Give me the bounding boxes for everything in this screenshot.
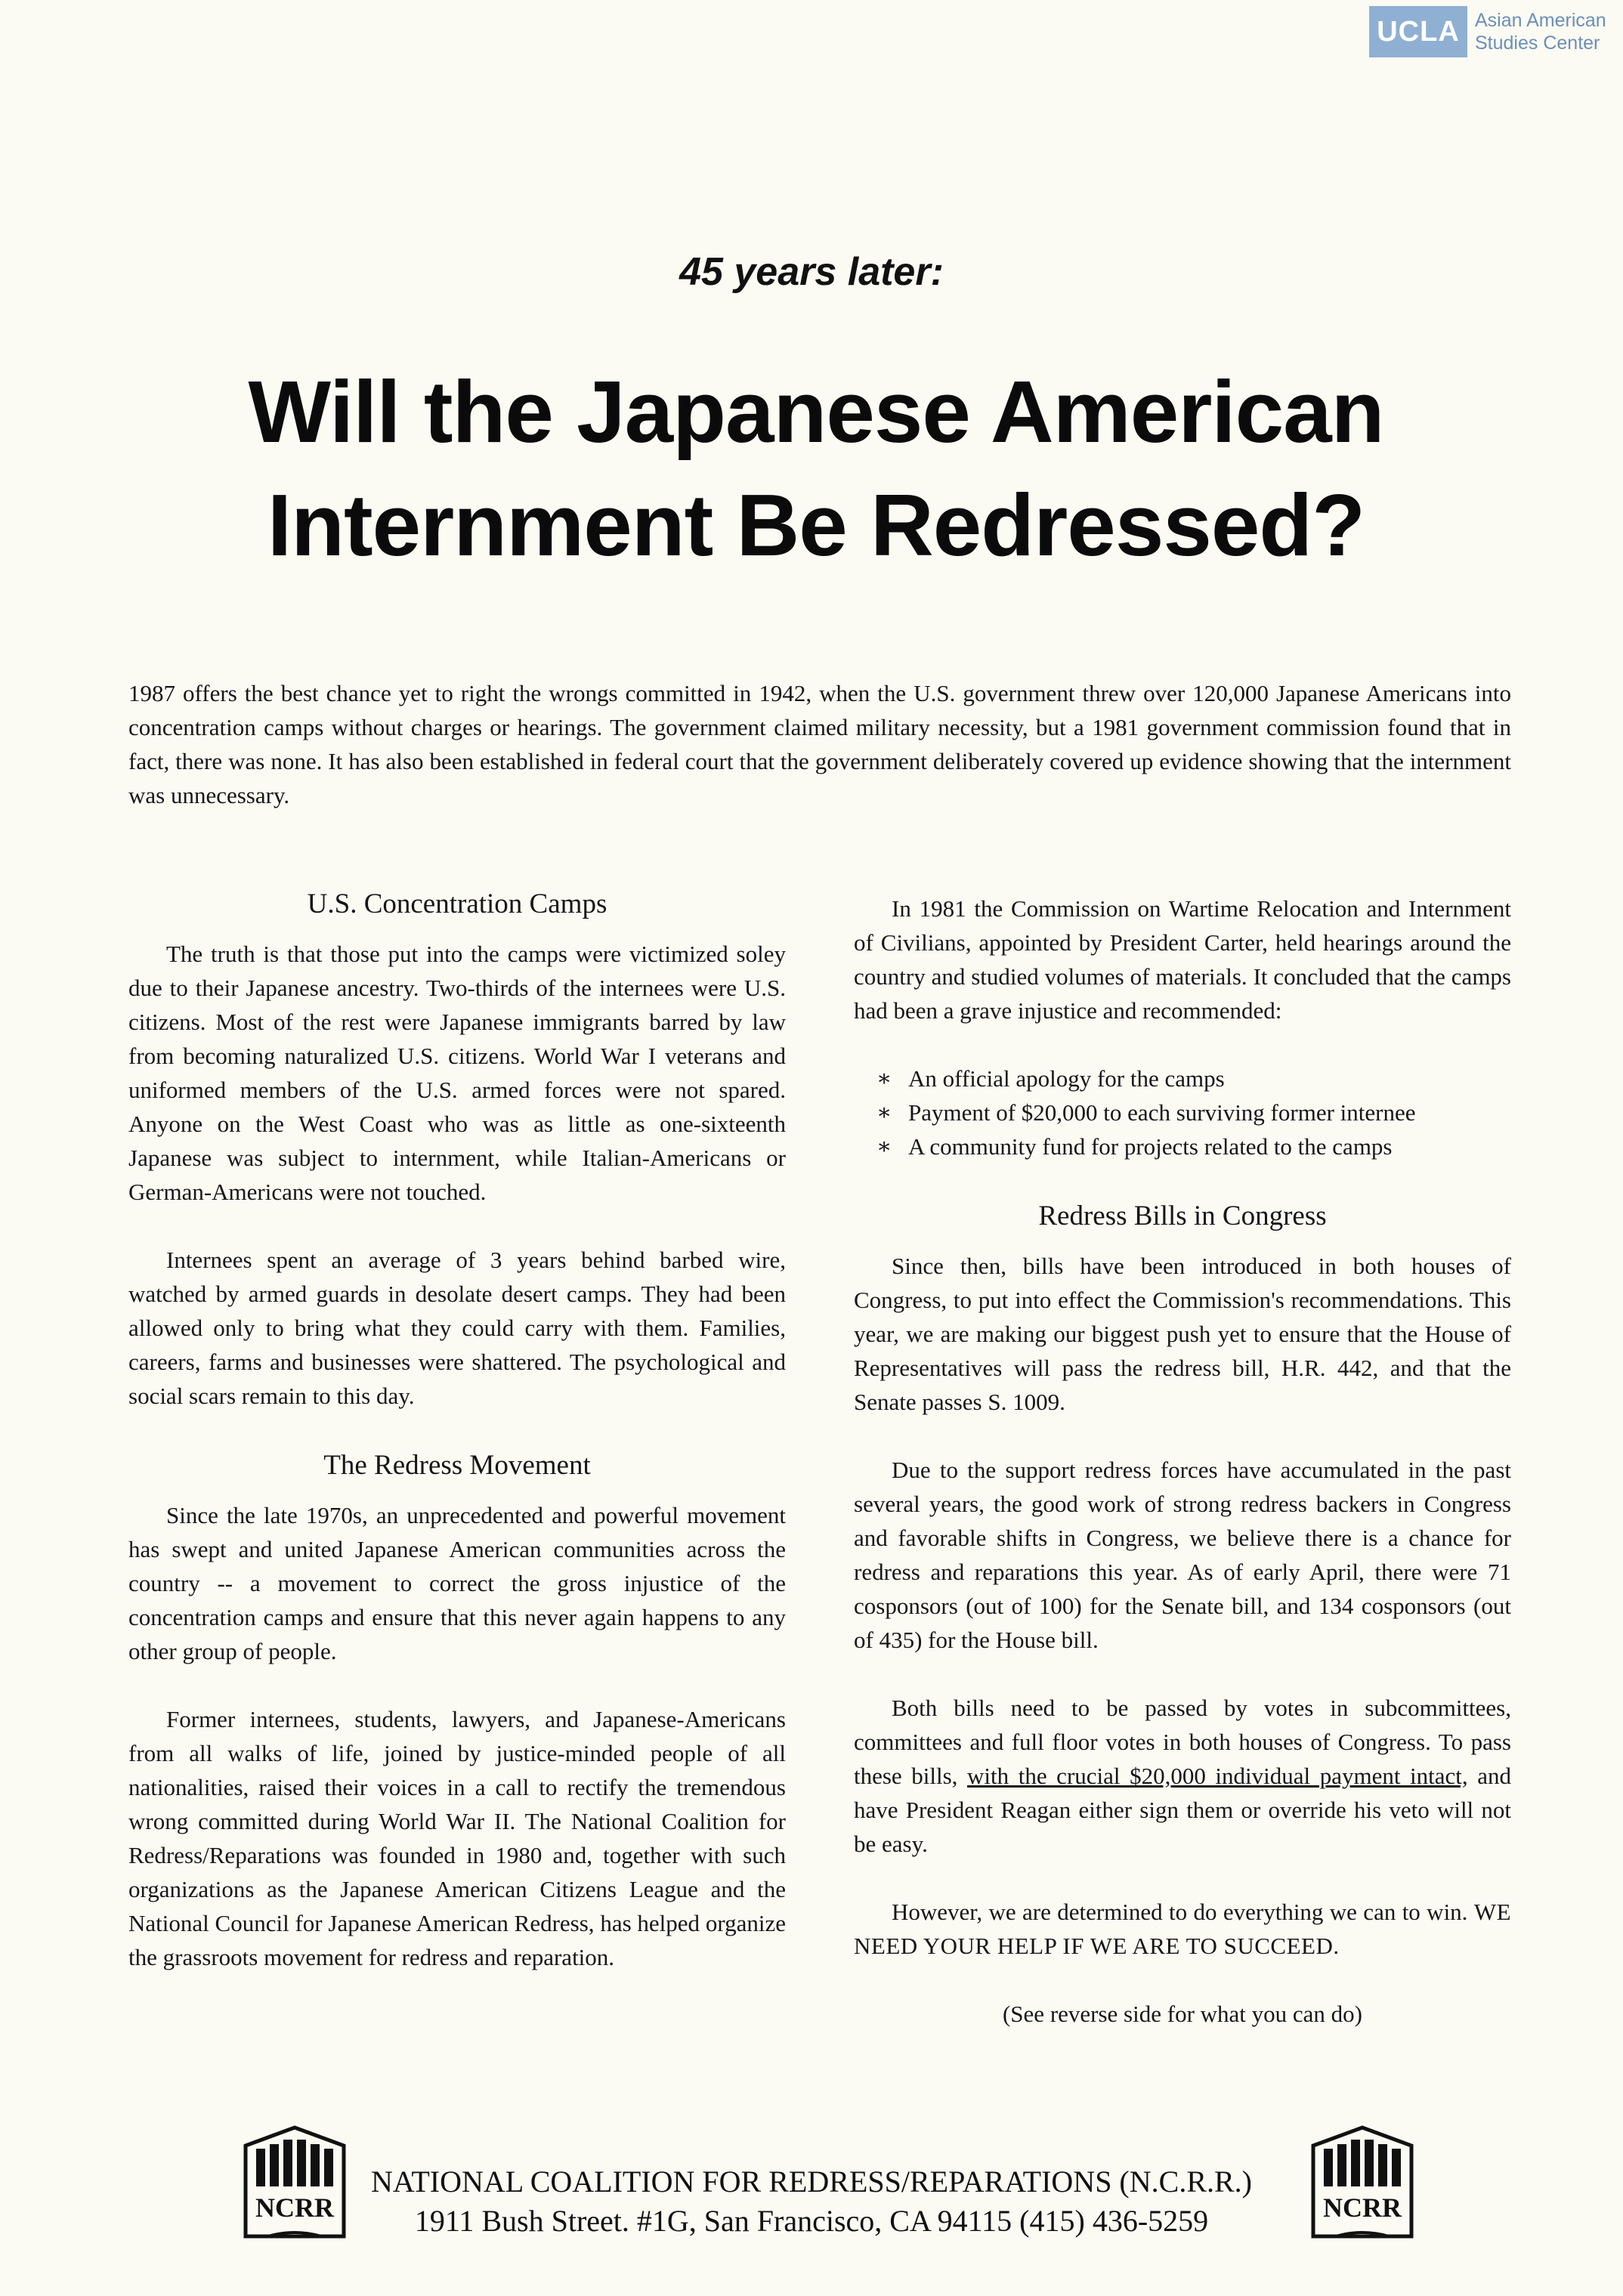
bullet-icon: ∗ (876, 1134, 892, 1159)
headline-line-2: Internment Be Redressed? (267, 476, 1365, 574)
underlined-text: with the crucial $20,000 individual payment intact, (967, 1763, 1468, 1789)
svg-text:NCRR: NCRR (1323, 2192, 1402, 2223)
section-heading-redress-bills: Redress Bills in Congress (1038, 1201, 1327, 1231)
recommendations-list (854, 1061, 1511, 1163)
list-item: ∗ A community fund for projects related to the camps (876, 1129, 1511, 1163)
svg-text:NCRR: NCRR (255, 2192, 334, 2223)
paragraph: Since then, bills have been introduced in both houses of Congress, to put into effect the Commission's recommendations. This year, we are making our biggest push yet to ensure that the House of Representatives will pass the redress bill, H.R. 442, and that the Senate passes S. 1009. (854, 1253, 1511, 1415)
organization-name: NATIONAL COALITION FOR REDRESS/REPARATIONS (N.C.R.R.) (370, 2165, 1252, 2199)
paragraph: Due to the support redress forces have accumulated in the past several years, the good work of strong redress backers in Congress and favorable shifts in Congress, we believe there is a chance for redress and reparations this year. As of early April, there were 71 cosponsors (out of 100) for the Senate bill, and 134 cosponsors (out of 435) for the House bill. (854, 1457, 1511, 1653)
organization-address: 1911 Bush Street. #1G, San Francisco, CA 94115 (415) 436-5259 (414, 2204, 1209, 2238)
paragraph: Since the late 1970s, an unprecedented and powerful movement has swept and united Japanese American communities across the country -- a movement to correct the gross injustice of the concentration camps and ensure that this never again happens to any other group of people. (128, 1502, 786, 1664)
paragraph: However, we are determined to do everything we can to win. WE NEED YOUR HELP IF WE ARE TO SUCCEED. (854, 1899, 1512, 1959)
paragraph: Internees spent an average of 3 years behind barbed wire, watched by armed guards in desolate desert camps. They had been allowed only to bring what they could carry with them. Families, careers, farms and businesses were shattered. The psychological and social scars remain to this day. (128, 1247, 786, 1409)
left-column (128, 885, 786, 2008)
list-item: ∗ Payment of $20,000 to each surviving former internee (876, 1095, 1511, 1129)
headline (151, 355, 1481, 582)
section-heading-redress-movement: The Redress Movement (323, 1450, 591, 1481)
intro-paragraph: 1987 offers the best chance yet to right the wrongs committed in 1942, when the U.S. government threw over 120,000 Japanese Americans into concentration camps without charges or hearings. The government claimed military necessity, but a 1981 government commission found that in fact, there was none. It has also been established in federal court that the government deliberately covered up evidence showing that the internment was unnecessary. (128, 680, 1511, 808)
right-column (854, 892, 1511, 2031)
archive-badge (1369, 6, 1614, 57)
archive-name: Asian American Studies Center (1475, 10, 1606, 54)
bullet-icon: ∗ (876, 1066, 892, 1091)
ncrr-logo-icon (1306, 2123, 1419, 2244)
kicker: 45 years later: (679, 250, 944, 294)
headline-line-1: Will the Japanese American (248, 363, 1384, 461)
call-to-action: WE NEED YOUR HELP IF WE ARE TO SUCCEED. (854, 1899, 1512, 1959)
reverse-note: (See reverse side for what you can do) (1002, 2001, 1362, 2027)
paragraph: The truth is that those put into the camps were victimized soley due to their Japanese ancestry. Two-thirds of the internees were U.S. citizens. Most of the rest were Japanese immigrants barred by law from becoming naturalized U.S. citizens. World War I veterans and uniformed members of the U.S. armed forces were not spared. Anyone on the West Coast who was as little as one-sixteenth Japanese was subject to internment, while Italian-Americans or German-Americans were not touched. (128, 941, 786, 1205)
paragraph: Former internees, students, lawyers, and Japanese-Americans from all walks of life, joined by justice-minded people of all nationalities, raised their voices in a call to rectify the tremendous wrong committed during World War II. The National Coalition for Redress/Reparations was founded in 1980 and, together with such organizations as the Japanese American Citizens League and the National Council for Japanese American Redress, has helped organize the grassroots movement for redress and reparation. (128, 1706, 786, 1970)
bullet-icon: ∗ (876, 1100, 892, 1125)
list-item: ∗ An official apology for the camps (876, 1061, 1511, 1095)
paragraph: In 1981 the Commission on Wartime Relocation and Internment of Civilians, appointed by President Carter, held hearings around the country and studied volumes of materials. It concluded that the camps had been a grave injustice and recommended: (854, 895, 1511, 1024)
ucla-logo: UCLA (1369, 6, 1467, 57)
section-heading-camps: U.S. Concentration Camps (307, 888, 607, 919)
paragraph: Both bills need to be passed by votes in subcommittees, committees and full floor votes in both houses of Congress. To pass these bills, with the crucial $20,000 individual payment intact, and have President Reagan either sign them or override his veto will not be easy. (854, 1695, 1512, 1857)
